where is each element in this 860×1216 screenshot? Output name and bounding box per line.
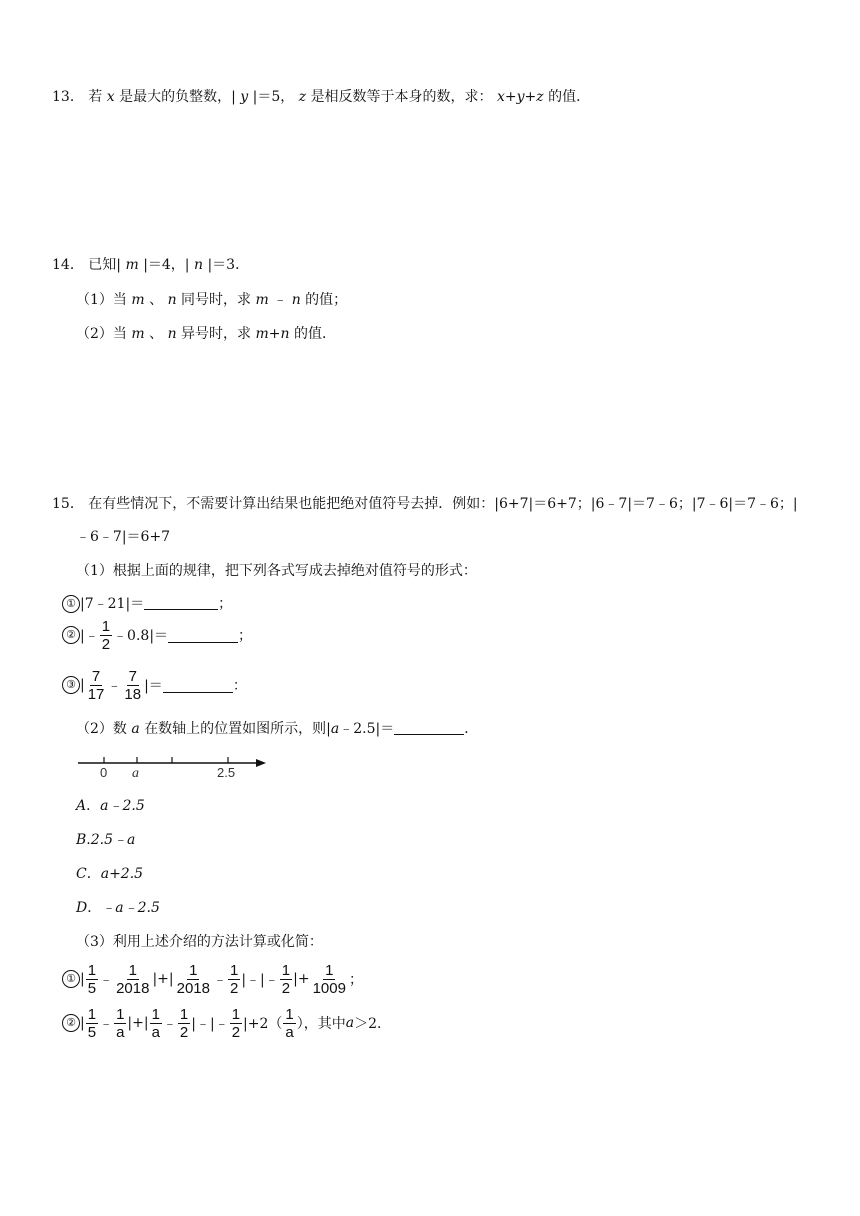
option-b[interactable] [76,830,135,850]
denominator: 1009 [312,979,346,997]
text: |＝4，| [143,257,190,273]
text: ． [87,900,102,916]
denominator: 5 [87,979,97,997]
option-c[interactable] [76,864,143,884]
numerator: 1 [285,1005,294,1023]
item-1 [62,594,232,614]
text: （1）当 [76,292,127,308]
text: 异号时，求 [181,326,252,342]
operator: |﹣|﹣ [241,972,279,988]
text: |＝ [144,678,163,694]
option-a[interactable] [76,796,145,816]
denominator: 2 [101,635,111,653]
variable: z [298,89,307,105]
fraction [280,962,292,997]
text: ： [232,678,247,694]
operator: |+2（ [243,1016,283,1032]
denominator: 2 [229,979,239,997]
text: ； [348,972,363,988]
answer-blank[interactable] [144,595,218,610]
option-d[interactable] [76,898,160,918]
operator: |+| [127,1015,149,1031]
text: ﹣0.8|＝ [113,628,169,644]
text: 已知| [88,257,121,273]
fraction [86,962,98,997]
operator: |+ [293,971,310,987]
denominator: a [116,1023,125,1041]
fraction [228,962,240,997]
fraction [114,1006,126,1041]
option-letter: A [76,798,87,814]
fraction [86,1006,98,1041]
numerator: 1 [116,1005,125,1023]
text: ﹣6﹣7|＝6+7 [76,529,171,545]
denominator: 17 [87,685,105,703]
item-2 [62,615,252,655]
variable: m [125,257,139,273]
text: （2）当 [76,326,127,342]
text: 的值． [548,89,591,105]
question-15-stem-line-2 [76,527,170,547]
numerator: 7 [128,667,137,685]
text: . [86,832,91,848]
operator: ﹣ [99,972,114,988]
text: ； [218,596,233,612]
text: |7﹣21|＝ [80,596,145,612]
answer-blank[interactable] [168,628,238,643]
text: （2）数 [76,721,127,737]
option-text: ﹣a﹣2.5 [101,900,160,916]
fraction [100,618,112,653]
operator: |﹣|﹣ [191,1016,229,1032]
expression: x+y+z [497,89,544,105]
label-a: a [132,766,139,781]
option-text: a﹣2.5 [100,798,145,814]
variable: a [345,1015,355,1031]
text: 是最大的负整数，| [119,89,236,105]
text: ； [238,628,253,644]
label-0: 0 [100,765,108,780]
denominator: 2 [281,979,291,997]
fraction [114,962,151,997]
denominator: a [151,1023,160,1041]
fraction [122,668,143,703]
question-number: 15． [52,496,84,512]
circled-number: ① [62,595,80,613]
fraction [311,962,348,997]
option-letter: B [76,832,87,848]
operator: ﹣ [162,1016,177,1032]
denominator: 2 [231,1023,241,1041]
label-2-5: 2.5 [217,765,236,780]
option-letter: D [76,900,88,916]
arrow-head [256,759,266,767]
text: 是相反数等于本身的数，求： [310,89,493,105]
text: |﹣ [80,628,99,644]
question-number: 13． [52,89,84,105]
text: 、 [149,326,164,342]
variable: n [291,292,301,308]
text: |＝3． [207,257,250,273]
variable: a [131,721,140,737]
option-text: a+2.5 [100,866,144,882]
calc-2 [62,1003,391,1043]
numerator: 1 [281,961,291,979]
text: 在有些情况下，不需要计算出结果也能把绝对值符号去掉．例如：|6+7|＝6+7；|6﹣7|＝7﹣6；|7﹣6|＝7﹣6；| [88,496,798,512]
variable: x [106,89,115,105]
text: ﹣2.5|＝ [339,721,395,737]
question-15-stem-line-1 [52,494,798,514]
number-line [74,752,274,782]
variable: n [167,326,177,342]
text: 若 [88,89,103,105]
denominator: 18 [124,685,142,703]
question-14-stem [52,255,249,275]
text: ），其中 [296,1016,346,1032]
text: 在数轴上的位置如图所示，则| [144,721,331,737]
fraction [86,668,107,703]
answer-blank[interactable] [163,678,233,693]
text: 的值； [305,292,348,308]
question-15-part-1 [76,561,477,581]
variable: m [131,292,145,308]
variable: a [330,721,340,737]
text: 、 [149,292,164,308]
text: 同号时，求 [181,292,252,308]
variable: m [255,292,269,308]
denominator: 5 [87,1023,97,1041]
question-14-part-2 [76,324,336,344]
question-13 [52,87,590,107]
numerator: 1 [87,961,97,979]
question-15-part-2 [76,719,478,739]
text: ﹣ [273,292,288,308]
numerator: 7 [91,667,101,685]
numerator: 1 [101,617,111,635]
numerator: 1 [179,1005,189,1023]
fraction [150,1006,162,1041]
variable: n [193,257,204,273]
numerator: 1 [128,961,137,979]
fraction [178,1006,190,1041]
text: ． [86,798,101,814]
item-3 [62,665,247,705]
answer-blank[interactable] [394,720,464,735]
denominator: 2018 [176,979,210,997]
variable: n [167,292,177,308]
circled-number: ② [62,1014,80,1032]
fraction [230,1006,242,1041]
expression: m+n [255,326,290,342]
numerator: 1 [229,961,239,979]
text: 的值． [293,326,336,342]
text: ﹣ [107,678,122,694]
numerator: 1 [231,1005,241,1023]
denominator: a [285,1023,294,1041]
question-15-part-3 [76,932,323,952]
numerator: 1 [189,961,198,979]
fraction [175,962,212,997]
question-number: 14． [52,257,84,273]
operator: |+| [152,971,174,987]
abs-bar: | [80,971,85,987]
text: ． [86,866,101,882]
variable: m [131,326,145,342]
numerator: 1 [325,961,334,979]
numerator: 1 [151,1005,160,1023]
text: （3）利用上述介绍的方法计算或化简： [76,934,323,950]
fraction [283,1006,295,1041]
text: |＝5， [252,89,295,105]
option-letter: C [76,866,87,882]
numerator: 1 [87,1005,97,1023]
denominator: 2 [179,1023,189,1041]
operator: ﹣ [99,1016,114,1032]
operator: ﹣ [212,972,227,988]
denominator: 2018 [116,979,150,997]
abs-bar: | [80,1015,85,1031]
text: ＞2． [354,1016,392,1032]
question-14-part-1 [76,290,347,310]
variable: y [240,89,249,105]
circled-number: ② [62,626,80,644]
text: | [80,677,85,693]
circled-number: ① [62,970,80,988]
circled-number: ③ [62,676,80,694]
calc-1 [62,959,363,999]
text: （1）根据上面的规律，把下列各式写成去掉绝对值符号的形式： [76,563,477,579]
option-text: 2.5﹣a [90,832,136,848]
text: ． [464,721,479,737]
